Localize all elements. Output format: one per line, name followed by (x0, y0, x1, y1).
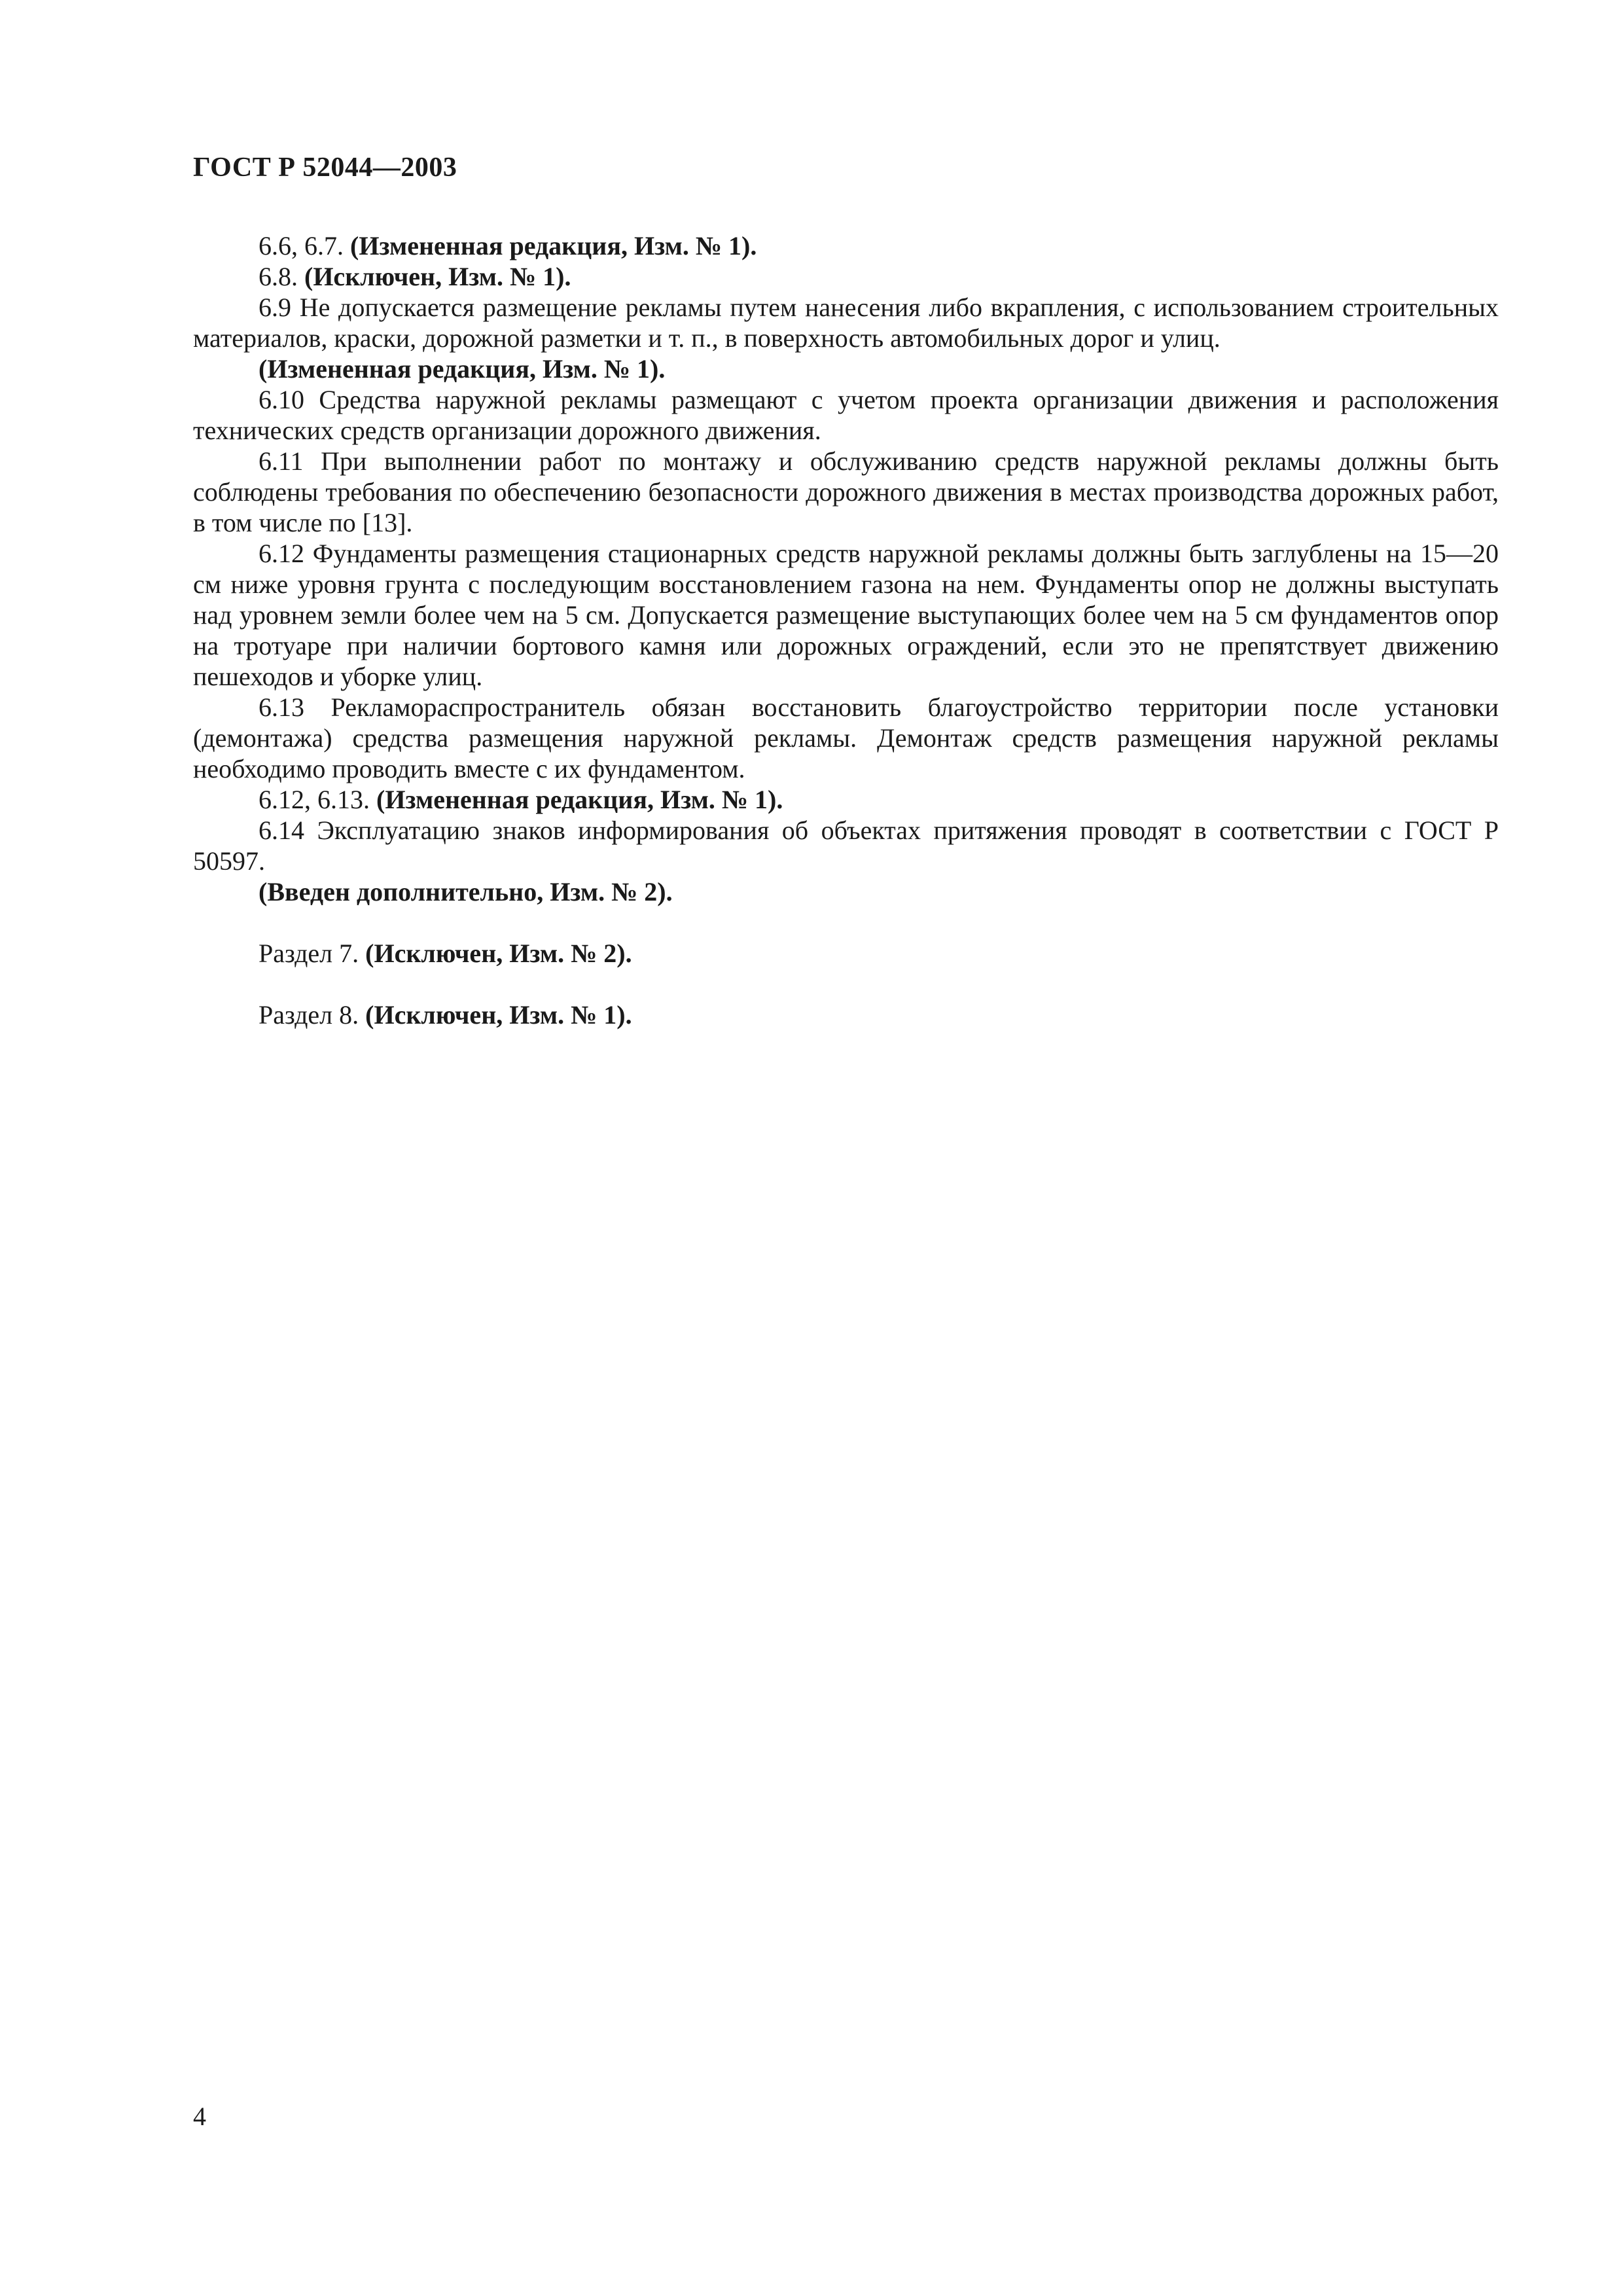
section-7 (193, 938, 1499, 969)
clause-text: При выполнении работ по монтажу и обслуживанию средств наружной рекламы должны быть соблюдены требования по обеспечению безопасности дорожного движения в местах производства дорожных работ, в том числе по [13]. (193, 446, 1499, 537)
amendment-note: (Измененная редакция, Изм. № 1). (376, 785, 783, 814)
clause-6-6-6-7 (193, 230, 1499, 261)
document-body (193, 230, 1499, 1030)
clause-number: 6.8. (259, 262, 298, 291)
clause-6-12-6-13 (193, 784, 1499, 815)
clause-text: Фундаменты размещения стационарных средств наружной рекламы должны быть заглублены на 15—20 см ниже уровня грунта с последующим восстановлением газона на нем. Фундаменты опор не должны выступать над уровнем земли более чем на 5 см. Допускается размещение выступающих более чем на 5 см фундаментов опор на тротуаре при наличии бортового камня или дорожных ограждений, если это не препятствует движению пешеходов и уборке улиц. (193, 539, 1499, 691)
clause-6-10 (193, 384, 1499, 446)
amendment-note: (Введен дополнительно, Изм. № 2). (259, 877, 673, 906)
document-code-header: ГОСТ Р 52044—2003 (193, 152, 457, 183)
clause-number: 6.9 (259, 293, 291, 322)
clause-number: 6.6, 6.7. (259, 231, 344, 260)
clause-number: 6.14 (259, 816, 304, 845)
clause-6-8 (193, 261, 1499, 292)
amendment-note: (Измененная редакция, Изм. № 1). (350, 231, 757, 260)
clause-6-14 (193, 815, 1499, 876)
amendment-note: (Исключен, Изм. № 2). (365, 939, 632, 968)
amendment-note: (Измененная редакция, Изм. № 1). (259, 354, 666, 384)
section-8 (193, 999, 1499, 1030)
clause-number: 6.12, 6.13. (259, 785, 370, 814)
clause-text: Средства наружной рекламы размещают с учетом проекта организации движения и расположения технических средств организации дорожного движения. (193, 385, 1499, 445)
section-label: Раздел 8. (259, 1000, 359, 1030)
spacer (193, 969, 1499, 999)
clause-number: 6.10 (259, 385, 304, 414)
clause-text: Не допускается размещение рекламы путем нанесения либо вкрапления, с использованием строительных материалов, краски, дорожной разметки и т. п., в поверхность автомобильных дорог и улиц. (193, 293, 1499, 353)
section-label: Раздел 7. (259, 939, 359, 968)
amendment-note: (Исключен, Изм. № 1). (304, 262, 571, 291)
clause-6-9-amendment (193, 353, 1499, 384)
clause-number: 6.12 (259, 539, 304, 568)
spacer (193, 907, 1499, 938)
clause-text: Рекламораспространитель обязан восстановить благоустройство территории после установки (демонтажа) средства размещения наружной рекламы. Демонтаж средств размещения наружной рекламы необходимо проводить вместе с их фундаментом. (193, 692, 1499, 783)
page-number: 4 (193, 2102, 206, 2131)
clause-text: Эксплуатацию знаков информирования об объектах притяжения проводят в соответствии с ГОСТ Р 50597. (193, 816, 1499, 876)
clause-6-11 (193, 446, 1499, 538)
clause-number: 6.11 (259, 446, 304, 476)
clause-number: 6.13 (259, 692, 304, 722)
clause-6-13 (193, 692, 1499, 784)
clause-6-9 (193, 292, 1499, 353)
clause-6-12 (193, 538, 1499, 692)
amendment-note: (Исключен, Изм. № 1). (365, 1000, 632, 1030)
clause-6-14-amendment (193, 876, 1499, 907)
